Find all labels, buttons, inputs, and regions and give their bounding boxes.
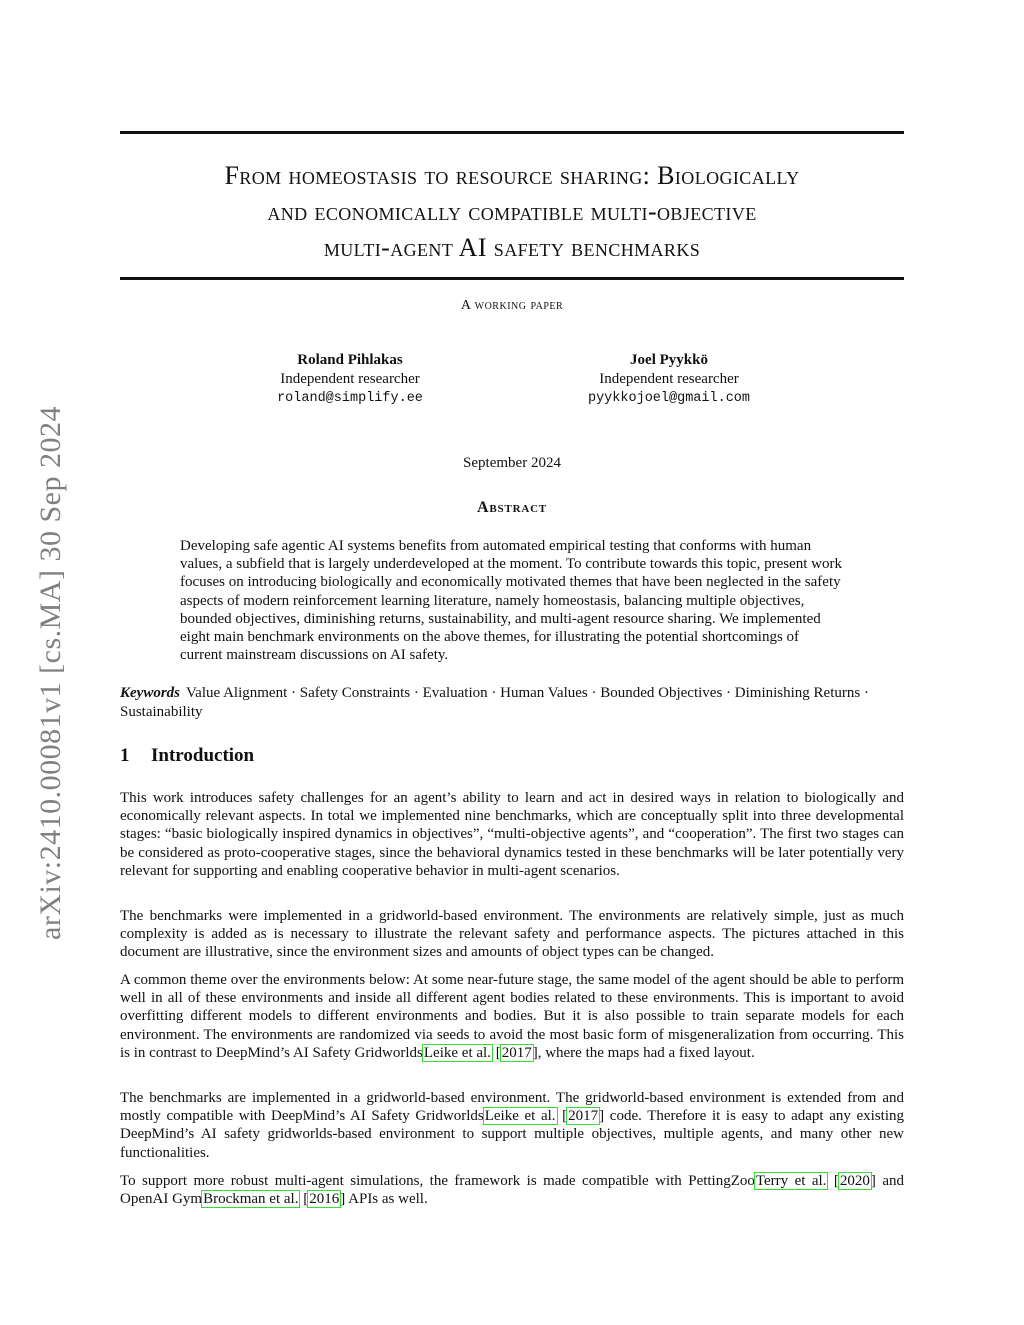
paper-title bbox=[120, 158, 904, 266]
title-rule-top bbox=[120, 131, 904, 134]
author-affiliation: Independent researcher bbox=[280, 371, 420, 387]
author-name: Roland Pihlakas bbox=[297, 352, 403, 368]
keywords bbox=[120, 684, 904, 721]
citation-link[interactable]: 2017 bbox=[501, 1044, 532, 1061]
section-title: Introduction bbox=[151, 745, 255, 766]
paragraph-text: A common theme over the environments below: At some near-future stage, the same model of the agent should be able to perform well in all of these environments and inside all different agent bodies related to these environments. This is important to avoid overfitting different models to different environments and bodies. But it is also possible to train separate models for each environment. The environments are randomized via seeds to avoid the most basic form of misgeneralization from occurring. This is in contrast to DeepMind’s AI Safety Gridworlds bbox=[120, 972, 904, 1061]
title-rule-bottom bbox=[120, 277, 904, 280]
paragraph-text: APIs as well. bbox=[345, 1191, 428, 1208]
body-paragraph: The benchmarks are implemented in a gridworld-based environment. The gridworld-based environment is extended from and mostly compatible with DeepMind’s AI Safety GridworldsLeike et al. [2017] code. Therefore it is easy to adapt any existing DeepMind’s AI safety gridworlds-based environment to support multiple objectives, multiple agents, and many other new functionalities. bbox=[120, 1090, 905, 1161]
abstract-text: Developing safe agentic AI systems benefits from automated empirical testing that conforms with human values, a subfield that is largely underdeveloped at the moment. To contribute towards this topic, present work focuses on introducing biologically and economically motivated themes that have been neglected in the safety aspects of modern reinforcement learning literature, namely homeostasis, balancing multiple objectives, bounded objectives, diminishing returns, sustainability, and multi-agent resource sharing. We implemented eight main benchmark environments on the above themes, for illustrating the potential shortcomings of current mainstream discussions on AI safety. bbox=[180, 538, 842, 664]
section-number: 1 bbox=[120, 745, 130, 766]
citation-link[interactable]: 2017 bbox=[568, 1108, 599, 1125]
paragraph-text: To support more robust multi-agent simulations, the framework is made compatible with PettingZoo bbox=[120, 1173, 755, 1189]
body-paragraph: To support more robust multi-agent simulations, the framework is made compatible with PettingZooTerry et al. [2020] and OpenAI GymBrockman et al. [2016] APIs as well. bbox=[120, 1173, 904, 1208]
citation-link[interactable]: Leike et al. bbox=[484, 1108, 556, 1125]
citation-link[interactable]: Brockman et al. bbox=[203, 1191, 299, 1208]
arxiv-identifier: arXiv:2410.00081v1 [cs.MA] 30 Sep 2024 bbox=[34, 406, 67, 940]
paper-date: September 2024 bbox=[463, 455, 561, 471]
paragraph-text: code. Therefore it is easy to adapt any existing DeepMind’s AI safety gridworlds-based environment to support multiple objectives, multiple agents, and many other new functionalities. bbox=[120, 1108, 905, 1161]
title-line-1: From homeostasis to resource sharing: Biologically bbox=[224, 161, 800, 190]
author-email[interactable]: pyykkojoel@gmail.com bbox=[587, 391, 751, 406]
keywords-label: Keywords bbox=[120, 685, 180, 701]
citation-link[interactable]: 2016 bbox=[309, 1191, 340, 1208]
section-heading bbox=[120, 745, 254, 767]
body-paragraph: This work introduces safety challenges for an agent’s ability to learn and act in desired ways in relation to biologically and economically relevant aspects. In total we implemented nine benchmarks, which are conceptually split into three developmental stages: “basic biologically inspired dynamics in objectives”, “multi-objective agents”, and “cooperation”. The first two stages can be considered as proto-cooperative stages, since the behavioral dynamics tested in these benchmarks will be later potentially very relevant for supporting and enabling cooperative behavior in multi-agent scenarios. bbox=[120, 790, 904, 879]
body-paragraph: The benchmarks were implemented in a gridworld-based environment. The environments are relatively simple, just as much complexity is added as is necessary to illustrate the relevant safety and performance aspects. The pictures attached in this document are illustrative, since the environment sizes and amounts of object types can be changed. bbox=[120, 908, 904, 961]
title-line-3: multi-agent AI safety benchmarks bbox=[323, 233, 701, 262]
author-email[interactable]: roland@simplify.ee bbox=[277, 391, 423, 406]
paragraph-text: , where the maps had a fixed layout. bbox=[537, 1044, 755, 1061]
body-paragraph: A common theme over the environments below: At some near-future stage, the same model of the agent should be able to perform well in all of these environments and inside all different agent bodies related to these environments. This is important to avoid overfitting different models to different environments and bodies. But it is also possible to train separate models for each environment. The environments are randomized via seeds to avoid the most basic form of misgeneralization from occurring. This is in contrast to DeepMind’s AI Safety GridworldsLeike et al. [2017], where the maps had a fixed layout. bbox=[120, 972, 904, 1061]
author-affiliation: Independent researcher bbox=[599, 371, 739, 387]
paragraph-text: The benchmarks are implemented in a gridworld-based environment. The gridworld-based environment is extended from and mostly compatible with DeepMind’s AI Safety Gridworlds bbox=[120, 1090, 904, 1125]
abstract-heading: Abstract bbox=[477, 499, 547, 516]
author-name: Joel Pyykkö bbox=[630, 352, 708, 368]
keywords-text: Value Alignment · Safety Constraints · Evaluation · Human Values · Bounded Objectives · Diminishing Returns · Sustainability bbox=[120, 685, 869, 720]
paragraph-text: and OpenAI Gym bbox=[120, 1173, 904, 1208]
paper-subtitle: A working paper bbox=[460, 298, 564, 313]
author-block bbox=[539, 351, 799, 408]
citation-link[interactable]: Leike et al. bbox=[423, 1044, 491, 1061]
author-block bbox=[220, 351, 480, 408]
citation-link[interactable]: Terry et al. bbox=[755, 1173, 827, 1189]
title-line-2: and economically compatible multi-objective bbox=[267, 197, 757, 226]
citation-link[interactable]: 2020 bbox=[839, 1173, 870, 1189]
